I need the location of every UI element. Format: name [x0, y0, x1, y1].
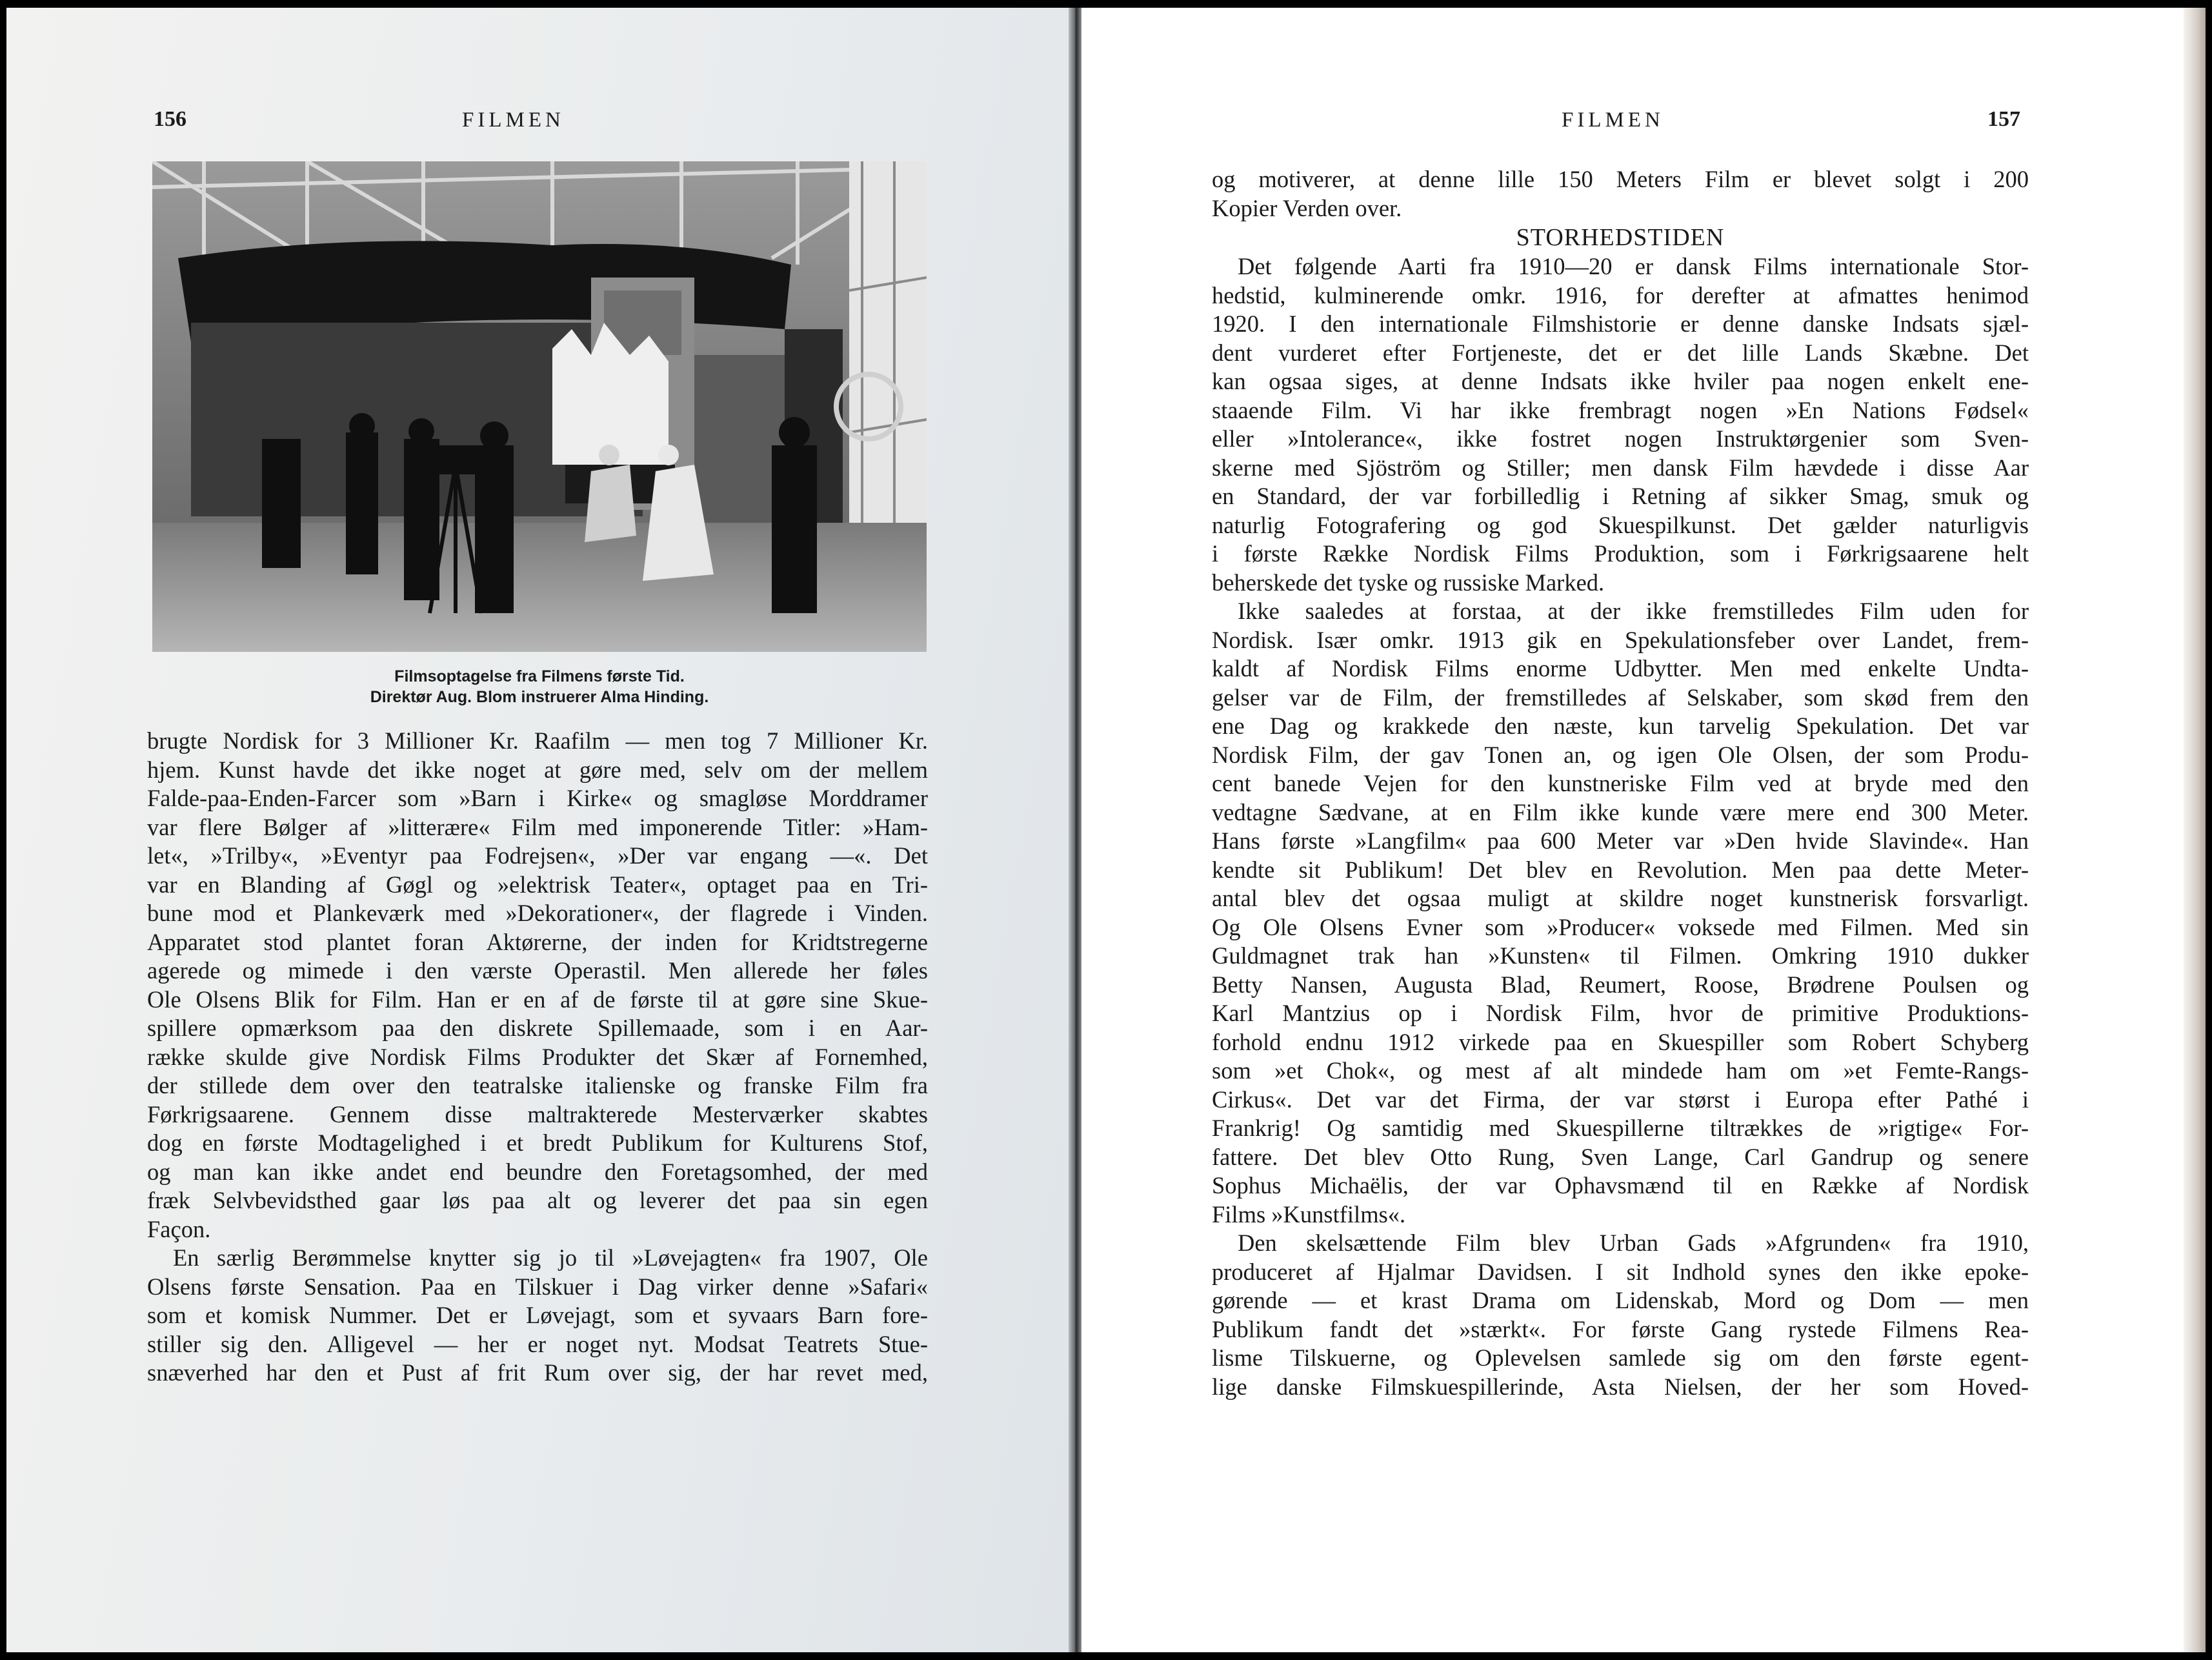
text-line: vedtagne Sædvane, at en Film ikke kunde være mere end 300 Meter.	[1212, 798, 2029, 825]
text-line: Films »Kunstfilms«.	[1212, 1200, 1406, 1228]
text-line: antal blev det ogsaa muligt at skildre noget kunstnerisk forsvarligt.	[1212, 885, 2029, 911]
text-line: Nordisk Film, der gav Tonen an, og igen Ole Olsen, der som Produ-	[1212, 741, 2029, 768]
text-line: Og Ole Olsens Evner som »Producer« voksede med Filmen. Med sin	[1212, 913, 2029, 940]
text-line: der stillede dem over den teatralske italienske og franske Film fra	[147, 1072, 928, 1098]
text-line: dent vurderet efter Fortjeneste, det er det lille Lands Skæbne. Det	[1212, 339, 2029, 366]
text-line: En særlig Berømmelse knytter sig jo til »Løvejagten« fra 1907, Ole	[173, 1244, 928, 1271]
text-line: skerne med Sjöström og Stiller; men dansk Film hævdede i disse Aar	[1212, 454, 2029, 481]
text-line: som »et Chok«, og mest af alt mindede ham om »et Femte-Rangs-	[1212, 1057, 2029, 1084]
text-line: 1920. I den internationale Filmshistorie er denne danske Indsats sjæl-	[1212, 310, 2029, 337]
text-line: agerede og mimede i den værste Operastil. Men allerede her føles	[147, 957, 928, 984]
text-line: i første Række Nordisk Films Produktion, som i Førkrigsaarene helt	[1212, 540, 2029, 567]
text-line: som et komisk Nummer. Det er Løvejagt, som et syvaars Barn fore-	[147, 1302, 928, 1328]
text-line: gelser var de Film, der fremstilledes af Selskaber, som skød frem den	[1212, 683, 2029, 711]
text-line: fattere. Det blev Otto Rung, Sven Lange, Carl Gandrup og senere	[1212, 1143, 2029, 1170]
caption-line: Filmsoptagelse fra Filmens første Tid.	[394, 667, 685, 685]
text-line: forhold endnu 1912 virkede paa en Skuespiller som Robert Schyberg	[1212, 1028, 2029, 1055]
text-line: ene Dag og krakkede den næste, kun tarvelig Spekulation. Det var	[1212, 713, 2029, 739]
text-line: Publikum fandt det »stærkt«. For første Gang rystede Filmens Rea-	[1212, 1315, 2029, 1342]
text-line: og man kan ikke andet end beundre den Foretagsomhed, der med	[147, 1158, 928, 1185]
text-line: Cirkus«. Det var det Firma, der var størst i Europa efter Pathé i	[1212, 1086, 2029, 1113]
text-line: spillere opmærksom paa den diskrete Spillemaade, som i en Aar-	[147, 1015, 928, 1041]
text-line: Frankrig! Og samtidig med Skuespillerne tiltrækkes de »rigtige« For-	[1212, 1115, 2029, 1141]
text-line: række skulde give Nordisk Films Produkter det Skær af Fornemhed,	[147, 1043, 928, 1070]
text-line: kendte sit Publikum! Det blev en Revolution. Men paa dette Meter-	[1212, 856, 2029, 883]
right-page-number: 157	[1987, 107, 2020, 131]
film-studio-photograph	[152, 161, 927, 652]
text-line: brugte Nordisk for 3 Millioner Kr. Raafilm — men tog 7 Millioner Kr.	[147, 727, 928, 754]
text-line: snæverhed har den et Pust af frit Rum over sig, der har revet med,	[147, 1359, 928, 1386]
text-line: naturlig Fotografering og god Skuespilkunst. Det gælder naturligvis	[1212, 511, 2029, 538]
text-line: Sophus Michaëlis, der var Ophavsmænd til en Række af Nordisk	[1212, 1172, 2029, 1199]
text-line: en Standard, der var forbilledlig i Retning af sikker Smag, smuk og	[1212, 483, 2029, 509]
text-line: Kopier Verden over.	[1212, 194, 1402, 221]
text-line: hjem. Kunst havde det ikke noget at gøre med, selv om der mellem	[147, 756, 928, 783]
text-line: fræk Selvbevidsthed gaar løs paa alt og leverer det paa sin egen	[147, 1187, 928, 1213]
text-line: produceret af Hjalmar Davidsen. I sit Indhold synes den ikke epoke-	[1212, 1258, 2029, 1285]
text-line: Ole Olsens Blik for Film. Han er en af de første til at gøre sine Skue-	[147, 986, 928, 1013]
text-line: staaende Film. Vi har ikke frembragt nogen »En Nations Fødsel«	[1212, 396, 2029, 423]
text-line: lige danske Filmskuespillerinde, Asta Nielsen, der her som Hoved-	[1212, 1373, 2029, 1400]
right-running-head: FILMEN	[1562, 108, 1664, 132]
text-line: hedstid, kulminerende omkr. 1916, for derefter at afmattes henimod	[1212, 281, 2029, 309]
right-page-body	[1212, 165, 2029, 1401]
text-line: Hans første »Langfilm« paa 600 Meter var »Den hvide Slavinde«. Han	[1212, 827, 2029, 854]
text-line: Olsens første Sensation. Paa en Tilskuer i Dag virker denne »Safari«	[147, 1273, 928, 1300]
text-line: Façon.	[147, 1215, 211, 1242]
text-line: kaldt af Nordisk Films enorme Udbytter. Men med enkelte Undta-	[1212, 655, 2029, 682]
left-page-number: 156	[154, 107, 186, 131]
caption-line: Direktør Aug. Blom instruerer Alma Hinding.	[370, 688, 709, 706]
left-page-body	[147, 727, 928, 1388]
text-line: beherskede det tyske og russiske Marked.	[1212, 569, 1605, 596]
text-line: Den skelsættende Film blev Urban Gads »Afgrunden« fra 1910,	[1238, 1230, 2029, 1256]
text-line: stiller sig den. Alligevel — her er noget nyt. Modsat Teatrets Stue-	[147, 1330, 928, 1357]
book-gutter	[1069, 8, 1081, 1652]
text-line: kan ogsaa siges, at denne Indsats ikke hviler paa nogen enkelt ene-	[1212, 368, 2029, 394]
text-line: dog en første Modtagelighed i et bredt Publikum for Kulturens Stof,	[147, 1129, 928, 1156]
left-running-head: FILMEN	[462, 108, 565, 132]
text-line: eller »Intolerance«, ikke fostret nogen Instruktørgenier som Sven-	[1212, 425, 2029, 452]
text-line: Karl Mantzius op i Nordisk Film, hvor de primitive Produktions-	[1212, 1000, 2029, 1026]
text-line: var flere Bølger af »litterære« Film med imponerende Titler: »Ham-	[147, 813, 928, 840]
text-line: Nordisk. Især omkr. 1913 gik en Spekulationsfeber over Landet, frem-	[1212, 626, 2029, 653]
text-line: Førkrigsaarene. Gennem disse maltrakterede Mesterværker skabtes	[147, 1100, 928, 1128]
text-line: let«, »Trilby«, »Eventyr paa Fodrejsen«, »Der var engang —«. Det	[147, 842, 928, 869]
text-line: gørende — et krast Drama om Lidenskab, Mord og Dom — men	[1212, 1287, 2029, 1313]
text-line: Falde-paa-Enden-Farcer som »Barn i Kirke« og smagløse Morddramer	[147, 785, 928, 811]
text-line: bune mod et Plankeværk med »Dekorationer«, der flagrede i Vinden.	[147, 900, 928, 926]
photo-caption	[152, 666, 927, 707]
text-line: og motiverer, at denne lille 150 Meters Film er blevet solgt i 200	[1212, 166, 2029, 192]
text-line: var en Blanding af Gøgl og »elektrisk Teater«, optaget paa en Tri-	[147, 871, 928, 898]
text-line: lisme Tilskuerne, og Oplevelsen samlede sig om den første egent-	[1212, 1344, 2029, 1371]
text-line: cent banede Vejen for den kunstneriske Film ved at bryde med den	[1212, 770, 2029, 796]
text-line: Apparatet stod plantet foran Aktørerne, der inden for Kridtstregerne	[147, 928, 928, 955]
page-edge	[2184, 8, 2206, 1652]
text-line: Det følgende Aarti fra 1910—20 er dansk Films internationale Stor-	[1238, 253, 2029, 279]
text-line: Betty Nansen, Augusta Blad, Reumert, Roose, Brødrene Poulsen og	[1212, 971, 2029, 998]
text-line: Guldmagnet trak han »Kunsten« til Filmen. Omkring 1910 dukker	[1212, 942, 2029, 969]
section-title: STORHEDSTIDEN	[1516, 224, 1725, 251]
text-line: Ikke saaledes at forstaa, at der ikke fremstilledes Film uden for	[1238, 598, 2029, 624]
